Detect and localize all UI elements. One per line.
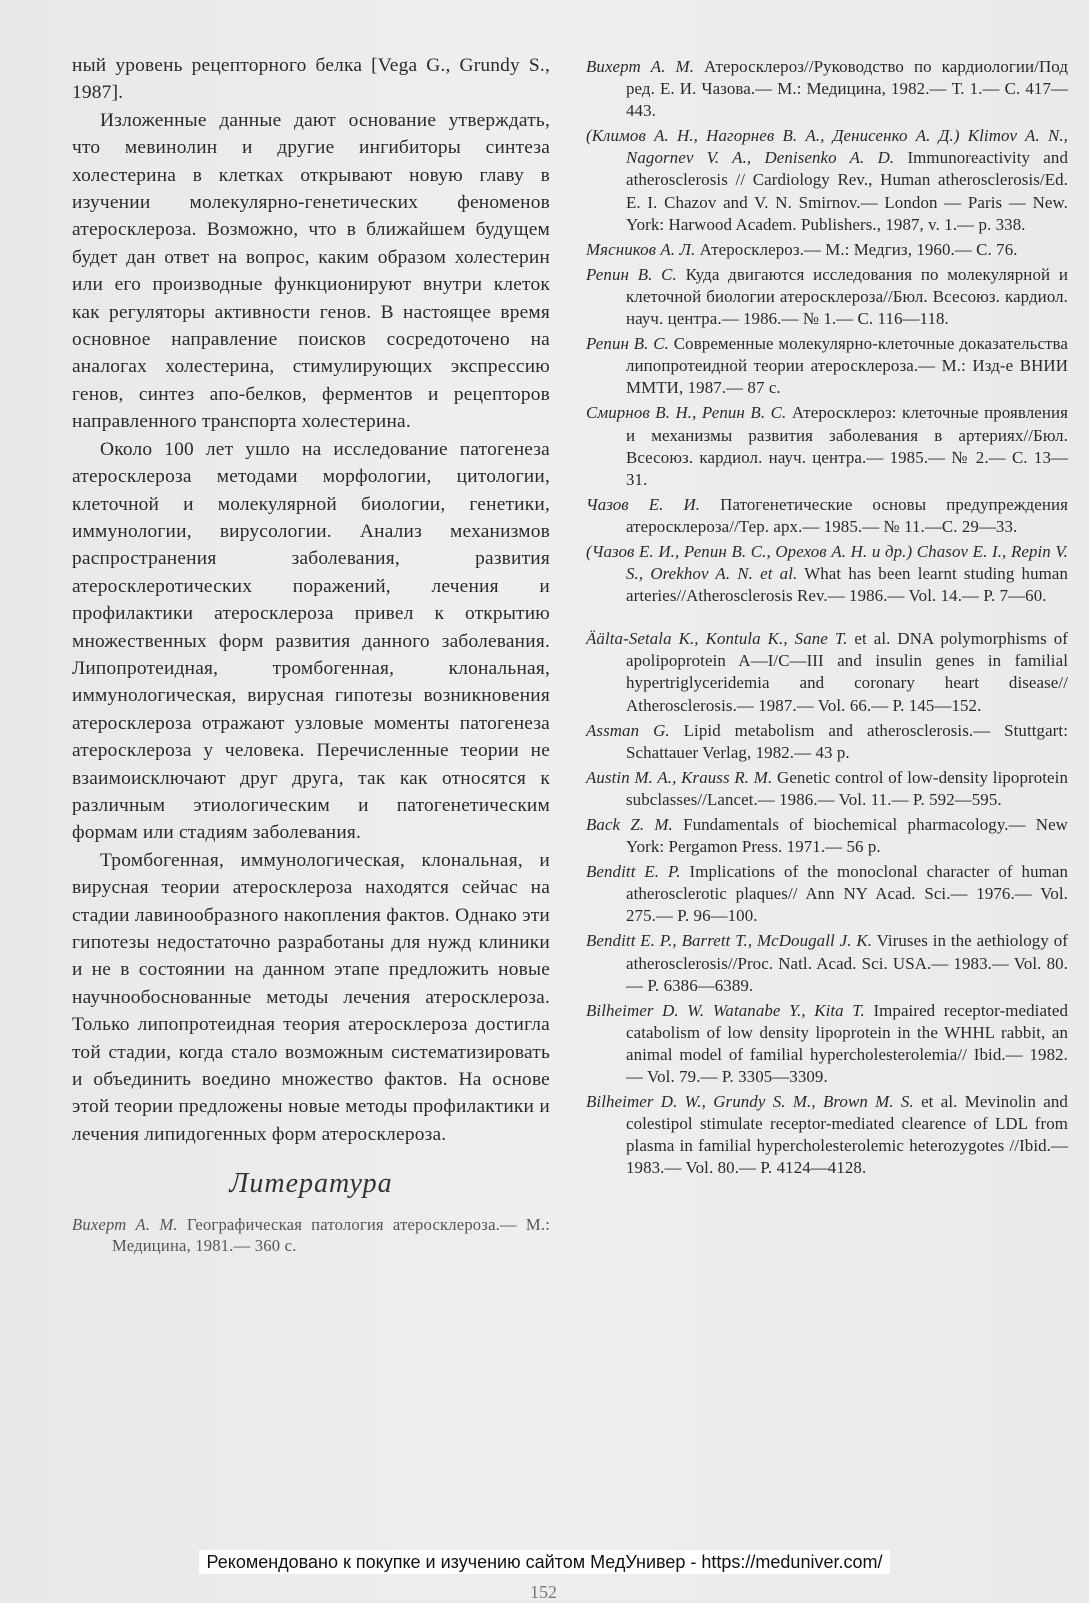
reference-text: Современные молекулярно-клеточные доказательства липопротеидной теории атеросклероза.— М.: Изд-е ВНИИ ММТИ, 1987.— 87 с. [626, 334, 1068, 398]
reference-author: Äälta-Setala K., Kontula K., Sane T. [586, 629, 848, 649]
reference-text: Lipid metabolism and atherosclerosis.— Stuttgart: Schattauer Verlag, 1982.— 43 p. [626, 720, 1068, 762]
reference-author: Репин В. С. [586, 264, 677, 284]
reference-text: et al. DNA polymorphisms of apolipoprotein A—I/C—III and insulin genes in familial hypertriglyceridemia and coronary heart disease// Atherosclerosis.— 1987.— Vol. 66.— P. 145—152. [626, 629, 1068, 715]
paragraph: Изложенные данные дают основание утверждать, что мевинолин и другие ингибиторы синтеза холестерина в клетках открывают новую главу в изучении молекулярно-генетических феноменов атеросклероза. Возможно, что в ближайшем будущем будет дан ответ на вопрос, каким образом холестерин или его производные функционируют внутри клеток как регуляторы активности генов. В настоящее время основное направление поисков сосредоточено на аналогах холестерина, стимулирующих экспрессию генов, синтез апо-белков, ферментов и рецепторов направленного транспорта холестерина. [72, 109, 550, 433]
reference-text: Fundamentals of biochemical pharmacology.— New York: Pergamon Press. 1971.— 56 p. [626, 815, 1068, 857]
reference-text: Куда двигаются исследования по молекулярной и клеточной биологии атеросклероза//Бюл. Всесоюз. кардиол. науч. центра.— 1986.— № 1.— С. 116—118. [626, 264, 1068, 329]
reference-entry [586, 125, 1068, 235]
left-column [72, 52, 550, 1256]
reference-author: Репин В. С. [586, 334, 669, 354]
reference-entry [586, 56, 1068, 122]
reference-entry [586, 239, 1068, 261]
reference-text: Атеросклероз.— М.: Медгиз, 1960.— С. 76. [699, 239, 1018, 259]
reference-author: Benditt E. P., Barrett T., McDougall J. K. [586, 931, 873, 951]
reference-author: Bilheimer D. W., Grundy S. M., Brown M. S. [586, 1092, 914, 1112]
reference-text: Immunoreactivity and atherosclerosis // Cardiology Rev., Human atherosclerosis/Ed. E. I. Chazov and V. N. Smirnov.— London — Paris — New. York: Harwood Academ. Publishers., 1987, v. 1.— p. 338. [626, 148, 1068, 234]
reference-entry [586, 814, 1068, 858]
reference-entry [586, 494, 1068, 538]
reference-author: Back Z. M. [586, 815, 673, 834]
reference-text: Viruses in the aethiology of atherosclerosis//Proc. Natl. Acad. Sci. USA.— 1983.— Vol. 80.— P. 6386—6389. [626, 931, 1068, 995]
reference-entry [586, 333, 1068, 399]
reference-author: Вихерт А. М. [586, 57, 695, 76]
reference-text: Патогенетические основы предупреждения атеросклероза//Тер. арх.— 1985.— № 11.—С. 29—33. [626, 494, 1068, 536]
footer-banner [0, 1552, 1089, 1573]
reference-author: Bilheimer D. W. Watanabe Y., Kita T. [586, 1000, 865, 1020]
reference-author: Мясников А. Л. [586, 239, 696, 259]
reference-entry [72, 1214, 550, 1256]
reference-text: Genetic control of low-density lipoprotein subclasses//Lancet.— 1986.— Vol. 11.— P. 592—595. [626, 767, 1068, 809]
reference-text: Атеросклероз: клеточные проявления и механизмы развития заболевания в артериях//Бюл. Всесоюз. кардиол. науч. центра.— 1985.— № 2.— С. 13—31. [626, 403, 1068, 489]
footer-text: Рекомендовано к покупке и изучению сайтом МедУнивер - https://meduniver.com/ [199, 1550, 891, 1574]
reference-text: Географическая патология атеросклероза.— М.: Медицина, 1981.— 360 с. [112, 1214, 550, 1255]
paragraph: Около 100 лет ушло на исследование патогенеза атеросклероза методами морфологии, цитологии, клеточной и молекулярной биологии, генетики, иммунологии, вирусологии. Анализ механизмов распространения заболевания, развития атеросклеротических поражений, лечения и профилактики атеросклероза привел к открытию множественных форм развития данного заболевания. Липопротеидная, тромбогенная, клональная, иммунологическая, вирусная гипотезы возникновения атеросклероза отражают узловые моменты патогенеза атеросклероза у человека. Перечисленные теории не взаимоисключают друг друга, так как относятся к различным этиологическим и патогенетическим формам или стадиям заболевания. [72, 438, 550, 844]
reference-entry [586, 541, 1068, 607]
reference-author: Чазов Е. И. [586, 494, 701, 514]
literature-heading: Литература [229, 1168, 393, 1200]
reference-entry [586, 1091, 1068, 1179]
paragraph: Тромбогенная, иммунологическая, клональная, и вирусная теории атеросклероза находятся сейчас на стадии лавинообразного накопления фактов. Однако эти гипотезы недостаточно разработаны для нужд клиники и не в состоянии на данном этапе предложить новые научнообоснованные методы лечения атеросклероза. Только липопротеидная теория атеросклероза достигла той стадии, когда стало возможным систематизировать и объединить воедино множество фактов. На основе этой теории предложены новые методы профилактики и лечения липидогенных форм атеросклероза. [72, 849, 550, 1145]
reference-text: Атеросклероз//Руководство по кардиологии/Под ред. Е. И. Чазова.— М.: Медицина, 1982.— Т. 1.— С. 417—443. [626, 57, 1069, 121]
reference-entry [586, 861, 1068, 927]
reference-entry [586, 767, 1068, 811]
right-column [586, 56, 1068, 1183]
reference-entry [586, 930, 1068, 996]
reference-entry [586, 402, 1068, 490]
reference-author: (Чазов Е. И., Репин В. С., Орехов А. Н. и др.) Chasov E. I., Repin V. S., Orekhov A. N. et al. [586, 541, 1068, 584]
reference-author: Вихерт А. М. [72, 1214, 178, 1234]
reference-author: Benditt E. P. [586, 862, 681, 882]
reference-text: What has been learnt studing human arteries//Atherosclerosis Rev.— 1986.— Vol. 14.— P. 7—60. [626, 564, 1068, 606]
reference-entry [586, 264, 1068, 330]
reference-entry [586, 720, 1068, 764]
reference-author: Assman G. [586, 720, 670, 740]
reference-author: Austin M. A., Krauss R. M. [586, 767, 773, 787]
reference-text: Implications of the monoclonal character of human atherosclerotic plaques// Ann NY Acad. Sci.— 1976.— Vol. 275.— P. 96—100. [626, 862, 1068, 926]
reference-text: et al. Mevinolin and colestipol stimulate receptor-mediated clearence of LDL from plasma in familial hypercholesterolemic heterozygotes //Ibid.— 1983.— Vol. 80.— P. 4124—4128. [626, 1092, 1068, 1178]
reference-entry [586, 628, 1068, 716]
reference-author: (Климов А. Н., Нагорнев В. А., Денисенко А. Д.) Klimov A. N., Nagornev V. A., Denisenko A. D. [586, 126, 1068, 168]
reference-text: Impaired receptor-mediated catabolism of low density lipoprotein in the WHHL rabbit, an animal model of familial hypercholesterolemia// Ibid.— 1982.— Vol. 79.— P. 3305—3309. [626, 1000, 1069, 1087]
section-gap [586, 610, 1068, 628]
reference-entry [586, 1000, 1068, 1088]
reference-author: Смирнов В. Н., Репин В. С. [586, 403, 787, 423]
paragraph: ный уровень рецепторного белка [Vega G., Grundy S., 1987]. [72, 55, 550, 104]
page-number: 152 [530, 1582, 557, 1602]
